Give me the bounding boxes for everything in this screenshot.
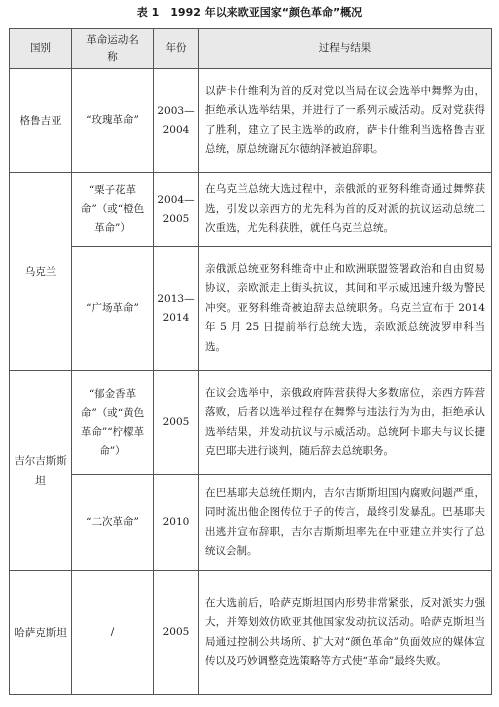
- name-cell: “广场革命”: [72, 247, 154, 371]
- header-country: 国别: [10, 29, 72, 69]
- name-cell: /: [72, 571, 154, 695]
- table-row: [10, 69, 492, 173]
- table-row: [10, 173, 492, 247]
- year-cell: 2005: [154, 571, 199, 695]
- name-cell: “二次革命”: [72, 475, 154, 571]
- table-row: [10, 571, 492, 695]
- name-cell: “栗子花革命”（或“橙色革命”）: [72, 173, 154, 247]
- process-cell: 在乌克兰总统大选过程中，亲俄派的亚努科维奇通过舞弊获选，引发以亲西方的尤先科为首的反对派的抗议运动总统二次重选，尤先科获胜，就任乌克兰总统。: [199, 173, 492, 247]
- header-process: 过程与结果: [199, 29, 492, 69]
- country-cell: 格鲁吉亚: [10, 69, 72, 173]
- process-cell: 在议会选举中，亲俄政府阵营获得大多数席位，亲西方阵营落败，后者以选举过程存在舞弊与违法行为为由，拒绝承认选举结果，并发动抗议与示威活动。总统阿卡耶夫与议长捷克巴耶夫进行谈判，随后辞去总统职务。: [199, 371, 492, 475]
- process-cell: 以萨卡什维利为首的反对党以当局在议会选举中舞弊为由，拒绝承认选举结果，并进行了一系列示威活动。反对党获得了胜利，建立了民主选举的政府，萨卡什维利当选格鲁吉亚总统，原总统谢瓦尔德纳泽被迫辞职。: [199, 69, 492, 173]
- year-cell: 2003—2004: [154, 69, 199, 173]
- country-cell: 吉尔吉斯斯坦: [10, 371, 72, 571]
- country-cell: 乌克兰: [10, 173, 72, 371]
- process-cell: 亲俄派总统亚努科维奇中止和欧洲联盟签署政治和自由贸易协议，亲欧派走上街头抗议，其间和平示威迅速升级为警民冲突。亚努科维奇被迫辞去总统职务。乌克兰宣布于 2014 年 5 月 25 日提前举行总统大选，亲欧派总统波罗申科当选。: [199, 247, 492, 371]
- header-name: 革命运动名称: [72, 29, 154, 69]
- country-cell: 哈萨克斯坦: [10, 571, 72, 695]
- year-cell: 2004—2005: [154, 173, 199, 247]
- table-row: [10, 371, 492, 475]
- table-header-row: [10, 29, 492, 69]
- table-row: [10, 247, 492, 371]
- header-year: 年份: [154, 29, 199, 69]
- year-cell: 2010: [154, 475, 199, 571]
- year-cell: 2005: [154, 371, 199, 475]
- name-cell: “玫瑰革命”: [72, 69, 154, 173]
- table-row: [10, 475, 492, 571]
- name-cell: “郁金香革命”（或“黄色革命”“柠檬革命”）: [72, 371, 154, 475]
- year-cell: 2013—2014: [154, 247, 199, 371]
- table-caption: 表 1 1992 年以来欧亚国家“颜色革命”概况: [136, 6, 363, 19]
- process-cell: 在大选前后，哈萨克斯坦国内形势非常紧张，反对派实力强大，并筹划效仿欧亚其他国家发动抗议活动。哈萨克斯坦当局通过控制公共场所、扩大对“颜色革命”负面效应的媒体宣传以及巧妙调整竞选策略等方式使“革命”最终失败。: [199, 571, 492, 695]
- process-cell: 在巴基耶夫总统任期内，吉尔吉斯斯坦国内腐败问题严重，同时流出他企图传位于子的传言，最终引发暴乱。巴基耶夫出逃并宣布辞职，吉尔吉斯斯坦率先在中亚建立并实行了总统议会制。: [199, 475, 492, 571]
- color-revolutions-table: [9, 28, 492, 695]
